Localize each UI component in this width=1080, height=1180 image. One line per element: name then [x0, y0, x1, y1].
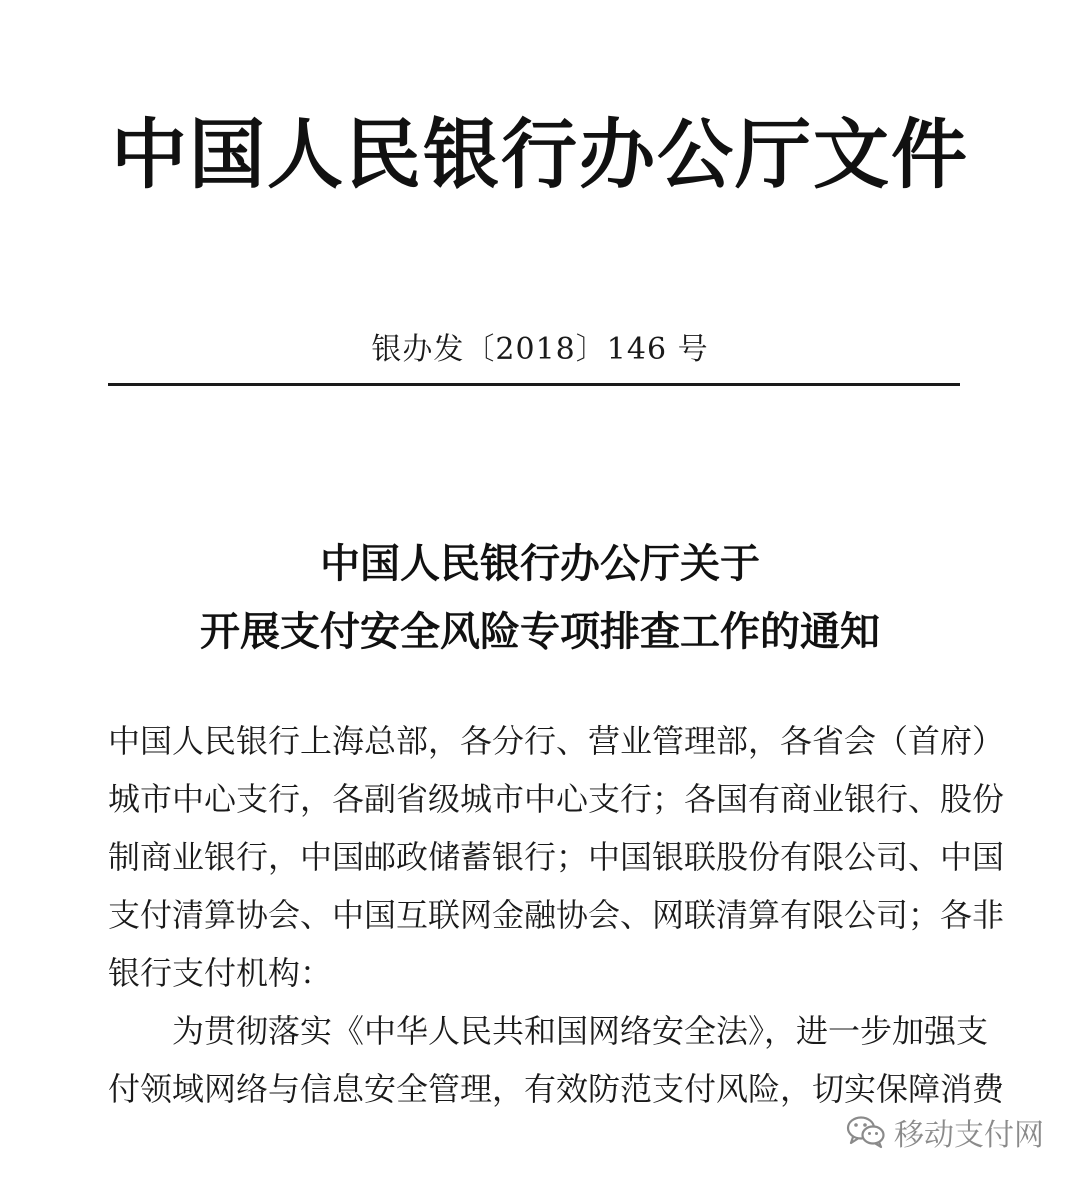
- body-line: 支付清算协会、中国互联网金融协会、网联清算有限公司；各非: [108, 896, 1005, 934]
- body-line: 城市中心支行，各副省级城市中心支行；各国有商业银行、股份: [108, 780, 1005, 818]
- body-paragraph-line: 付领域网络与信息安全管理，有效防范支付风险，切实保障消费: [108, 1070, 1005, 1108]
- notice-title-line-2: 开展支付安全风险专项排查工作的通知: [200, 608, 880, 655]
- body-line: 银行支付机构：: [108, 954, 333, 992]
- body-line: 中国人民银行上海总部，各分行、营业管理部，各省会（首府）: [108, 722, 1005, 760]
- document-header-title: 中国人民银行办公厅文件: [111, 110, 969, 199]
- body-paragraph-line: 为贯彻落实《中华人民共和国网络安全法》，进一步加强支: [172, 1012, 989, 1050]
- notice-body: [108, 712, 1005, 1118]
- notice-title-line-1: 中国人民银行办公厅关于: [320, 540, 760, 587]
- watermark: [846, 1110, 1044, 1154]
- document-number: 银办发〔2018〕146 号: [371, 332, 709, 367]
- header-divider: [108, 383, 960, 386]
- notice-title: [0, 530, 1080, 666]
- watermark-text: 移动支付网: [894, 1118, 1044, 1153]
- body-line: 制商业银行，中国邮政储蓄银行；中国银联股份有限公司、中国: [108, 838, 1005, 876]
- wechat-icon: [846, 1115, 886, 1149]
